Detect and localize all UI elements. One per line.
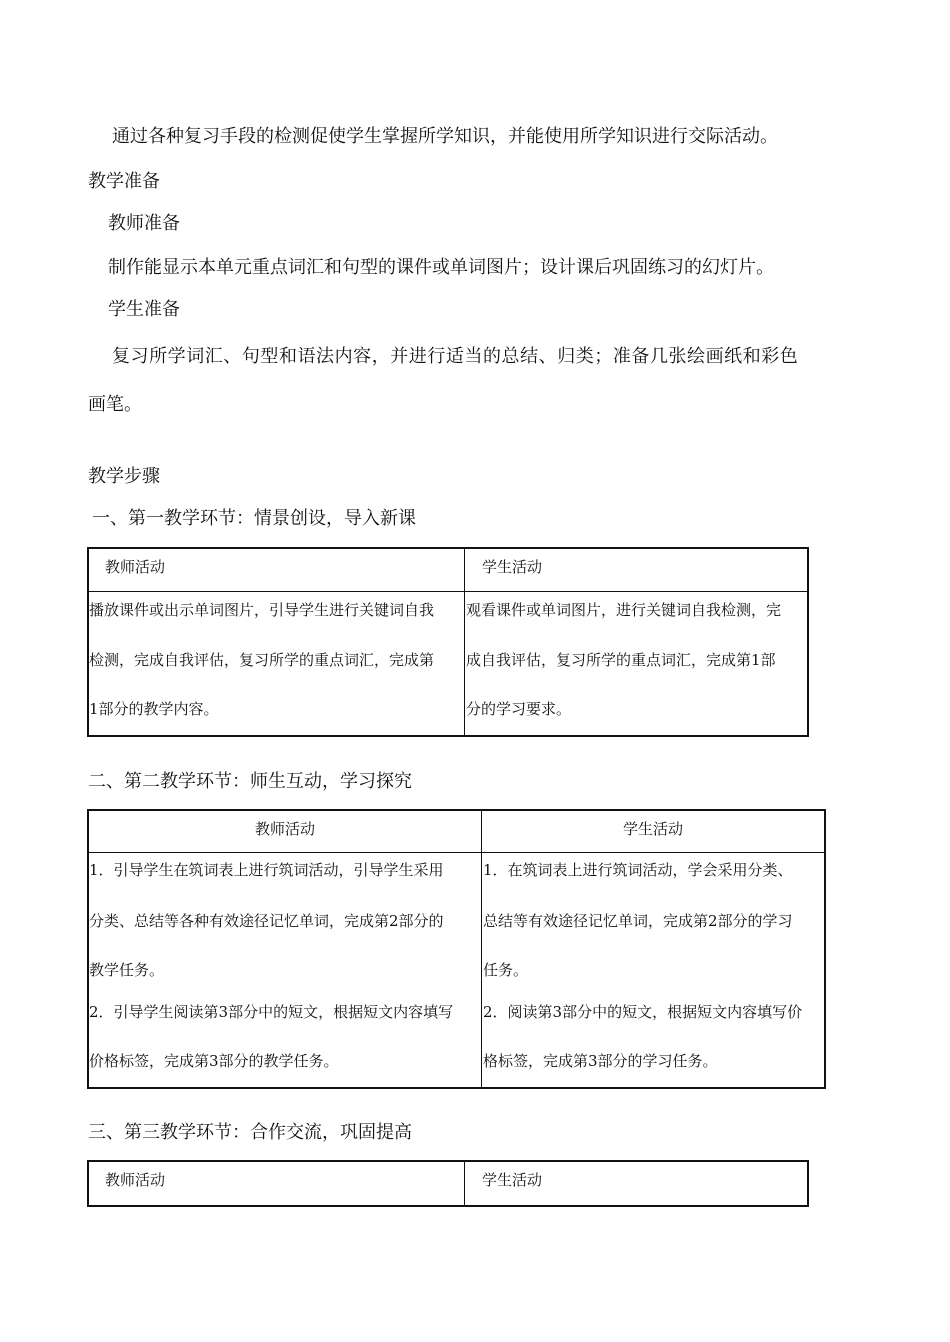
goal-text: 通过各种复习手段的检测促使学生掌握所学知识，并能使用所学知识进行交际活动。 — [112, 126, 778, 147]
section2-header-teacher: 教师活动 — [254, 820, 315, 838]
section1-title: 一、第一教学环节：情景创设，导入新课 — [92, 508, 416, 529]
section1-teacher-line: 检测，完成自我评估，复习所学的重点词汇，完成第 — [89, 651, 435, 669]
student-prep-text: 复习所学词汇、句型和语法内容，并进行适当的总结、归类；准备几张绘画纸和彩色 — [112, 346, 799, 367]
section1-table — [87, 547, 809, 737]
section2-teacher-line: 分类、总结等各种有效途径记忆单词，完成第2部分的 — [89, 912, 444, 930]
section1-header-student: 学生活动 — [482, 558, 543, 576]
section3-header-student: 学生活动 — [482, 1171, 543, 1189]
section1-teacher-line: 1部分的教学内容。 — [89, 700, 219, 718]
section2-teacher-line: 教学任务。 — [89, 961, 165, 979]
section2-teacher-line: 2．引导学生阅读第3部分中的短文，根据短文内容填写 — [89, 1003, 454, 1021]
section2-teacher-line: 价格标签，完成第3部分的教学任务。 — [89, 1052, 339, 1070]
steps-heading: 教学步骤 — [88, 466, 160, 487]
section2-header-student: 学生活动 — [622, 820, 683, 838]
section1-student-line: 观看课件或单词图片，进行关键词自我检测，完 — [466, 601, 782, 619]
section1-student-line: 成自我评估，复习所学的重点词汇，完成第1部 — [466, 651, 776, 669]
section1-student-line: 分的学习要求。 — [466, 700, 572, 718]
section2-student-line: 总结等有效途径记忆单词，完成第2部分的学习 — [483, 912, 793, 930]
section3-title: 三、第三教学环节：合作交流，巩固提高 — [88, 1122, 412, 1143]
section2-student-line: 任务。 — [483, 961, 529, 979]
section2-table — [87, 809, 826, 1089]
section2-teacher-line: 1．引导学生在筑词表上进行筑词活动，引导学生采用 — [89, 861, 444, 879]
section3-table — [87, 1160, 809, 1207]
section1-header-teacher: 教师活动 — [105, 558, 166, 576]
student-prep-text-cont: 画笔。 — [88, 394, 142, 415]
section2-student-line: 1．在筑词表上进行筑词活动，学会采用分类、 — [483, 861, 793, 879]
teacher-prep-text: 制作能显示本单元重点词汇和句型的课件或单词图片；设计课后巩固练习的幻灯片。 — [108, 257, 774, 278]
section1-teacher-line: 播放课件或出示单词图片，引导学生进行关键词自我 — [89, 601, 435, 619]
section2-student-line: 2．阅读第3部分中的短文，根据短文内容填写价 — [483, 1003, 803, 1021]
student-prep-heading: 学生准备 — [108, 299, 180, 320]
section2-title: 二、第二教学环节：师生互动，学习探究 — [88, 771, 412, 792]
section2-student-line: 格标签，完成第3部分的学习任务。 — [483, 1052, 718, 1070]
prep-heading: 教学准备 — [88, 171, 160, 192]
section3-header-teacher: 教师活动 — [105, 1171, 166, 1189]
teacher-prep-heading: 教师准备 — [108, 213, 180, 234]
